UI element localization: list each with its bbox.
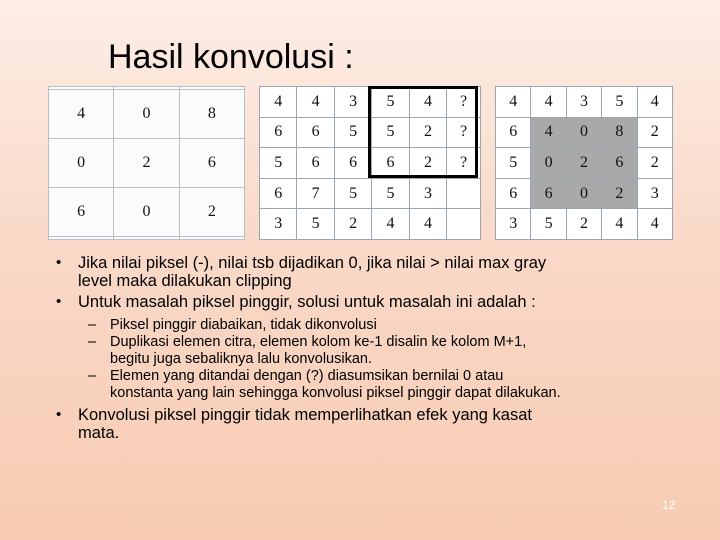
sub-bullet-item: [54, 317, 694, 334]
sub-bullet-text: begitu juga sebaliknya lalu konvolusikan.: [110, 351, 372, 367]
bullet-text: Konvolusi piksel pinggir tidak memperlihatkan efek yang kasat: [78, 406, 532, 424]
grid-cell: 4: [260, 87, 297, 118]
grid-cell: 6: [260, 178, 297, 209]
grid-cell: ?: [447, 148, 481, 179]
sub-bullet-text: Piksel pinggir diabaikan, tidak dikonvolusi: [110, 317, 377, 333]
grid-cell-shaded: 2: [566, 148, 601, 179]
grid-cell: 4: [496, 87, 531, 118]
grid-cell: [114, 237, 179, 240]
grid-cell-shaded: 6: [531, 178, 566, 209]
bullet-item: [54, 406, 694, 442]
grid-cell: ?: [447, 87, 481, 118]
bullet-item: [54, 293, 694, 311]
grid-cell: 2: [409, 148, 446, 179]
grid-cell: 6: [496, 178, 531, 209]
sub-bullet-list: [54, 317, 694, 402]
grid-cell: 4: [602, 209, 637, 240]
grid-cell: 4: [409, 209, 446, 240]
grid-cell: 7: [297, 178, 334, 209]
grid-cell: 5: [334, 117, 371, 148]
grid-cell-shaded: 0: [566, 178, 601, 209]
grid-cell-shaded: 6: [602, 148, 637, 179]
grid-cell: 5: [372, 178, 409, 209]
result-grid: [495, 86, 673, 240]
grid-cell: 3: [566, 87, 601, 118]
grid-cell: 2: [114, 138, 179, 187]
grid-cell-shaded: 0: [531, 148, 566, 179]
grid-cell: 4: [409, 87, 446, 118]
bullet-item: [54, 254, 694, 290]
grid-cell: 4: [637, 87, 672, 118]
grid-cell: 4: [531, 87, 566, 118]
grid-cell: 6: [297, 148, 334, 179]
grid-cell: [49, 237, 114, 240]
bullet-text: Untuk masalah piksel pinggir, solusi untuk masalah ini adalah :: [78, 293, 536, 311]
bullet-text: level maka dilakukan clipping: [78, 272, 292, 290]
dash-icon: –: [88, 317, 97, 333]
sub-bullet-text: konstanta yang lain sehingga konvolusi piksel pinggir dapat dilakukan.: [110, 385, 561, 401]
grid-cell: 0: [49, 138, 114, 187]
grid-cell: 5: [372, 87, 409, 118]
grid-cell: 3: [637, 178, 672, 209]
dash-icon: –: [88, 368, 97, 384]
bullet-dot-icon: •: [56, 254, 62, 271]
sub-bullet-item: [54, 334, 694, 368]
sub-bullet-text: Elemen yang ditandai dengan (?) diasumsikan bernilai 0 atau: [110, 368, 504, 384]
grid-cell: [447, 178, 481, 209]
sub-bullet-text: Duplikasi elemen citra, elemen kolom ke-1 disalin ke kolom M+1,: [110, 334, 527, 350]
grid-cell: 5: [297, 209, 334, 240]
sub-bullet-item: [54, 368, 694, 402]
grid-cell-shaded: 2: [602, 178, 637, 209]
grid-cell: 3: [496, 209, 531, 240]
grid-cell-shaded: 8: [602, 117, 637, 148]
grid-cell: ?: [447, 117, 481, 148]
grid-cell: 4: [49, 89, 114, 138]
grid-cell: 0: [114, 89, 179, 138]
grid-cell: 6: [372, 148, 409, 179]
grid-cell: 8: [179, 89, 244, 138]
bullet-dot-icon: •: [56, 293, 62, 310]
grid-cell: 3: [334, 87, 371, 118]
grid-cell: 6: [334, 148, 371, 179]
page-number: 12: [662, 498, 676, 512]
grid-cell: 2: [409, 117, 446, 148]
grid-cell: 6: [496, 117, 531, 148]
grid-cell: 5: [260, 148, 297, 179]
grid-cell: 6: [49, 188, 114, 237]
grid-cell: 5: [334, 178, 371, 209]
bullet-list: [54, 254, 694, 442]
grid-cell-shaded: 4: [531, 117, 566, 148]
grid-cell: 3: [260, 209, 297, 240]
grid-cell: [447, 209, 481, 240]
grid-cell: 5: [602, 87, 637, 118]
kernel-grid: [48, 86, 245, 240]
slide-title: Hasil konvolusi :: [108, 38, 354, 76]
grid-cell: 4: [637, 209, 672, 240]
grid-cell-shaded: 0: [566, 117, 601, 148]
bullet-text: Jika nilai piksel (-), nilai tsb dijadikan 0, jika nilai > nilai max gray: [78, 254, 547, 272]
grid-cell: 5: [372, 117, 409, 148]
grid-cell: 3: [409, 178, 446, 209]
bullet-text: mata.: [78, 424, 120, 442]
grid-cell: 2: [566, 209, 601, 240]
grid-cell: 4: [372, 209, 409, 240]
bullet-dot-icon: •: [56, 406, 62, 423]
grid-cell: 2: [334, 209, 371, 240]
grid-cell: 5: [496, 148, 531, 179]
grid-cell: 0: [114, 188, 179, 237]
grid-cell: [179, 237, 244, 240]
grid-cell: 2: [179, 188, 244, 237]
grid-cell: 6: [179, 138, 244, 187]
grid-cell: 5: [531, 209, 566, 240]
grid-cell: 4: [297, 87, 334, 118]
grid-cell: 6: [260, 117, 297, 148]
image-grid-edge: [259, 86, 481, 240]
grid-cell: 2: [637, 148, 672, 179]
dash-icon: –: [88, 334, 97, 350]
grid-cell: 2: [637, 117, 672, 148]
grid-cell: 6: [297, 117, 334, 148]
